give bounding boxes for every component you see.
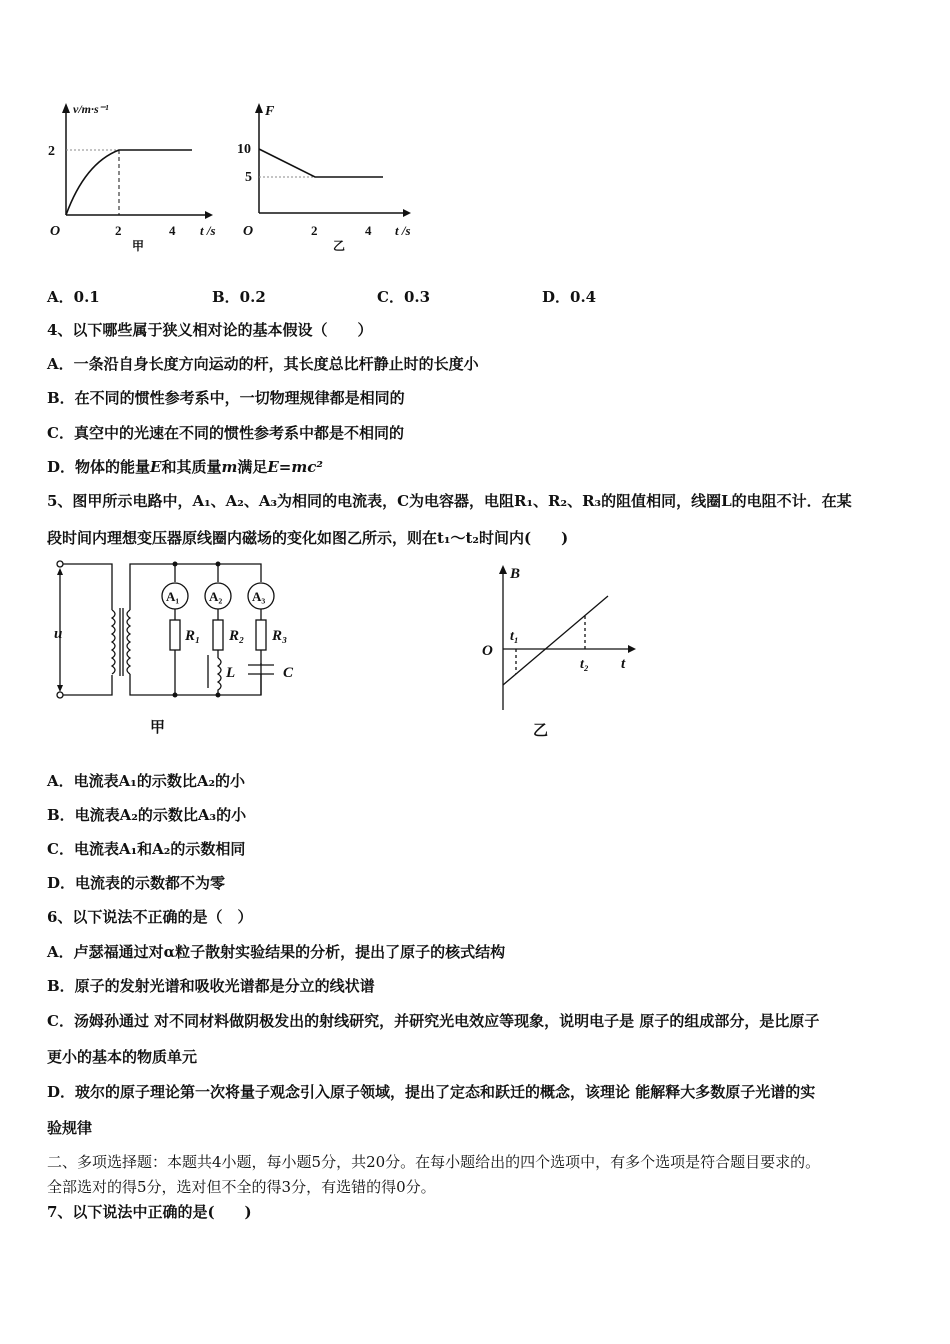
question-5-stem-line2: 段时间内理想变压器原线圈内磁场的变化如图乙所示，则在t₁～t₂时间内( ) — [47, 529, 569, 547]
x-tick: 4 — [365, 223, 372, 238]
t1-label: t₁ — [510, 629, 519, 644]
origin-label: O — [243, 224, 254, 239]
question-6-stem: 6、以下说法不正确的是（ ） — [47, 908, 253, 926]
q6-option-b: B．原子的发射光谱和吸收光谱都是分立的线状谱 — [47, 977, 375, 995]
ammeter-a2: A₂ — [209, 589, 223, 604]
resistor-r3: R₃ — [272, 628, 288, 644]
q5-option-d: D．电流表的示数都不为零 — [47, 874, 226, 892]
x-axis-label: t — [621, 656, 626, 672]
q5-option-c: C．电流表A₁和A₂的示数相同 — [47, 840, 246, 858]
y-tick: 10 — [237, 142, 251, 157]
caption: 甲 — [132, 239, 145, 253]
caption: 甲 — [150, 720, 166, 736]
section-2-instructions: 二、多项选择题：本题共4小题，每小题5分，共20分。在每小题给出的四个选项中，有多个选项是符合题目要求的。 — [47, 1153, 821, 1171]
q6-option-a: A．卢瑟福通过对α粒子散射实验结果的分析，提出了原子的核式结构 — [47, 943, 506, 961]
q6-option-d-cont: 验规律 — [47, 1119, 93, 1137]
x-tick: 2 — [115, 223, 122, 238]
q4-option-d — [47, 456, 323, 477]
y-axis-label: B — [510, 566, 521, 582]
q4-option-c: C．真空中的光速在不同的惯性参考系中都是不相同的 — [47, 424, 404, 442]
text: 和其质量 — [161, 458, 222, 476]
question-5-stem-line1: 5、图甲所示电路中，A₁、A₂、A₃为相同的电流表，C为电容器，电阻R₁、R₂、R₃的阻值相同，线圈L的电阻不计．在某 — [47, 492, 852, 510]
y-axis-label: F — [265, 104, 275, 119]
q4-option-a: A．一条沿自身长度方向运动的杆，其长度总比杆静止时的长度小 — [47, 355, 479, 373]
b-t-graph — [478, 560, 648, 745]
circuit-diagram — [40, 550, 340, 745]
t2-label: t₂ — [580, 657, 589, 672]
q5-option-a: A．电流表A₁的示数比A₂的小 — [47, 772, 246, 790]
x-axis-label: t /s — [200, 223, 216, 238]
option-d: D．0.4 — [542, 288, 597, 306]
option-a: A．0.1 — [47, 288, 100, 306]
caption: 乙 — [333, 239, 346, 253]
question-4-stem: 4、以下哪些属于狭义相对论的基本假设（ ） — [47, 321, 373, 339]
q5-option-b: B．电流表A₂的示数比A₃的小 — [47, 806, 247, 824]
y-tick: 2 — [48, 144, 55, 159]
ammeter-a1: A₁ — [166, 589, 180, 604]
x-axis-label: t /s — [395, 223, 411, 238]
q6-option-c: C．汤姆孙通过 对不同材料做阴极发出的射线研究，并研究光电效应等现象，说明电子是 原子的组成部分，是比原子 — [47, 1012, 820, 1030]
text: D．物体的能量 — [47, 458, 151, 476]
section-2-instructions-cont: 全部选对的得5分，选对但不全的得3分，有选错的得0分。 — [47, 1178, 436, 1196]
text: 满足 — [237, 458, 268, 476]
formula: E=mc² — [267, 458, 323, 476]
q6-option-c-cont: 更小的基本的物质单元 — [47, 1048, 198, 1066]
velocity-time-graph — [40, 95, 216, 255]
var-e: E — [150, 458, 162, 476]
option-b: B．0.2 — [212, 288, 266, 306]
var-m: m — [221, 458, 238, 476]
origin-label: O — [482, 643, 493, 659]
caption: 乙 — [533, 723, 549, 739]
origin-label: O — [50, 224, 61, 239]
x-tick: 4 — [169, 223, 176, 238]
q6-option-d: D．玻尔的原子理论第一次将量子观念引入原子领域，提出了定态和跃迁的概念，该理论 能解释大多数原子光谱的实 — [47, 1083, 816, 1101]
question-7-stem: 7、以下说法中正确的是( ) — [47, 1203, 252, 1221]
y-axis-label: v/m·s⁻¹ — [73, 102, 109, 116]
force-time-graph — [235, 95, 415, 255]
y-tick: 5 — [245, 170, 252, 185]
voltage-label: u — [54, 626, 63, 642]
q4-option-b: B．在不同的惯性参考系中，一切物理规律都是相同的 — [47, 389, 405, 407]
capacitor-c: C — [283, 665, 294, 681]
resistor-r1: R₁ — [185, 628, 201, 644]
resistor-r2: R₂ — [229, 628, 245, 644]
inductor-l: L — [226, 665, 236, 681]
x-tick: 2 — [311, 223, 318, 238]
ammeter-a3: A₃ — [252, 589, 266, 604]
option-c: C．0.3 — [377, 288, 431, 306]
